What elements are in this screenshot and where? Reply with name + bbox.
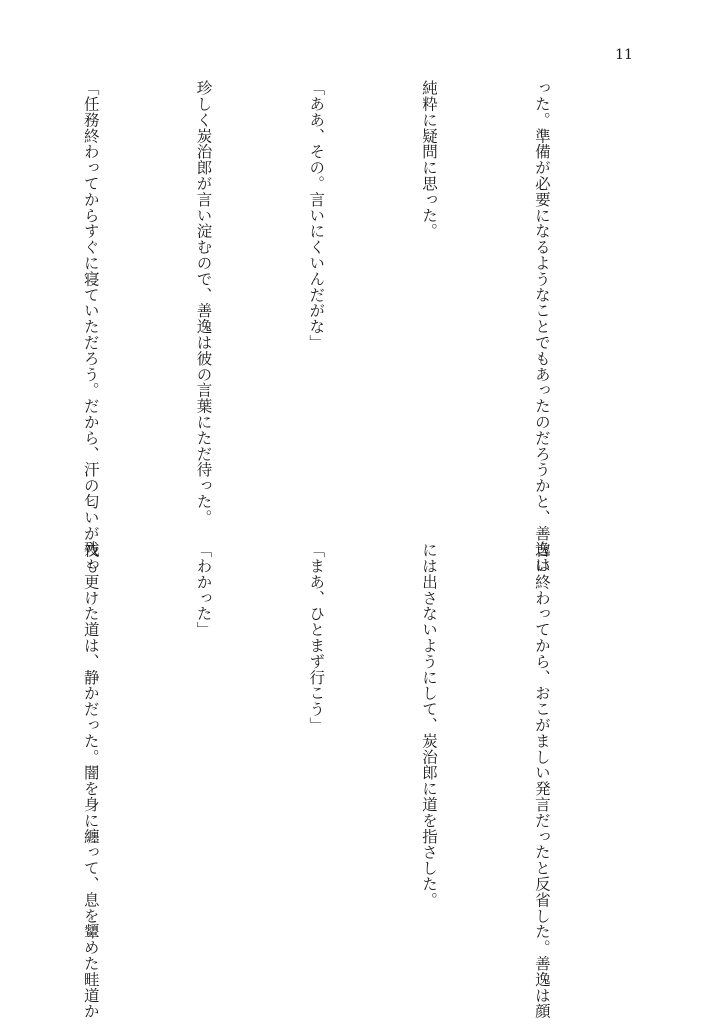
text-line: には出さないようにして、炭治郎に道を指さした。 bbox=[420, 542, 439, 908]
text-line: った。準備が必要になるようなことでもあったのだろうかと、善逸は bbox=[532, 80, 551, 573]
lower-text-block bbox=[0, 542, 635, 1019]
text-line: 珍しく炭治郎が言い淀むので、善逸は彼の言葉にただ待った。 bbox=[194, 80, 213, 526]
upper-text-block bbox=[0, 80, 635, 573]
text-line: 純粋に疑問に思った。 bbox=[420, 80, 439, 239]
text-line: 言い終わってから、おこがましい発言だったと反省した。善逸は顔 bbox=[532, 542, 551, 1019]
text-line: 夜も更けた道は、静かだった。闇を身に纏って、息を顰めた畦道か bbox=[81, 542, 100, 1019]
text-line: 「ああ、その。言いにくいんだがな」 bbox=[307, 80, 326, 351]
text-line: 「まあ、ひとまず行こう」 bbox=[307, 542, 326, 733]
page-number: 11 bbox=[615, 47, 633, 63]
text-line: 「わかった」 bbox=[194, 542, 213, 638]
text-line: 「任務終わってからすぐに寝ていただろう。だから、汗の匂いが残っ bbox=[81, 80, 100, 573]
